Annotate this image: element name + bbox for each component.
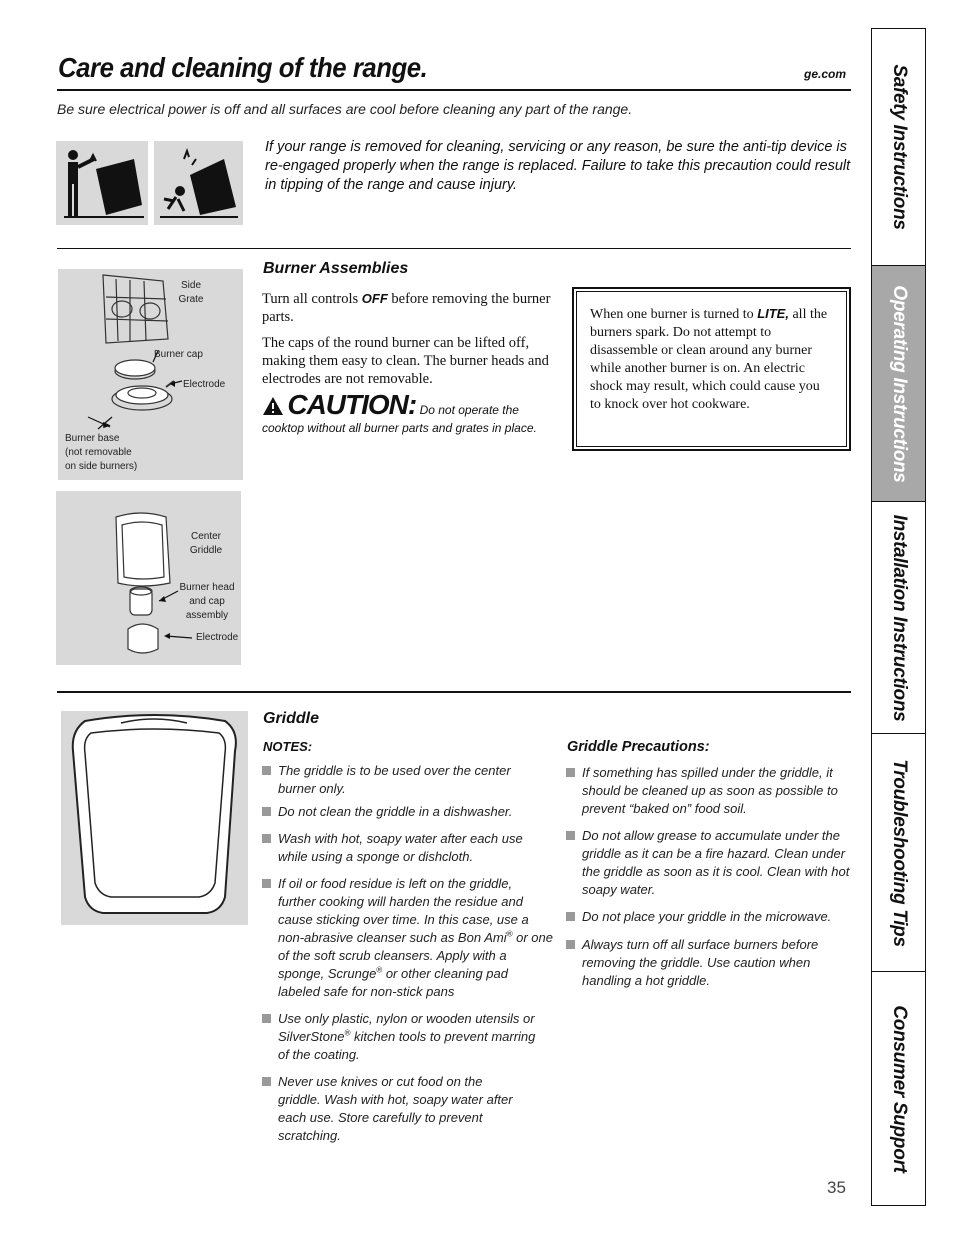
precaution-item: If something has spilled under the griddle, it should be cleaned up as soon as possible to prevent “baked on” food soil. — [582, 764, 844, 818]
side-grate-label: Side Grate — [178, 280, 204, 305]
precaution-item: Always turn off all surface burners before removing the griddle. Use caution when handling a hot griddle. — [582, 936, 848, 990]
precaution-item: Do not allow grease to accumulate under the griddle as it can be a fire hazard. Clean under the griddle as soon as it is cool. Clean with hot soapy water. — [582, 827, 850, 899]
bullet-square-icon — [566, 831, 575, 840]
warning-triangle-icon — [262, 396, 284, 416]
header-rule — [57, 89, 851, 91]
note-item: Use only plastic, nylon or wooden utensils or SilverStone® kitchen tools to prevent marring of the coating. — [278, 1010, 548, 1064]
spark-warning-box: When one burner is turned to LITE, all the burners spark. Do not attempt to disassemble or clean around any burner while another burner is on. An electric shock may result, which could cause you to knock over hot cookware. — [572, 287, 851, 451]
burner-cap-label: Burner cap — [154, 349, 203, 360]
burner-head-label: Burner head and cap assembly — [179, 582, 235, 621]
note-item: Wash with hot, soapy water after each use while using a sponge or dishcloth. — [278, 830, 550, 866]
tab-troubleshooting-tips[interactable]: Troubleshooting Tips — [872, 734, 925, 972]
electrode-label-2: Electrode — [196, 632, 239, 643]
page-title: Care and cleaning of the range. — [58, 52, 428, 83]
anti-tip-figure-2 — [154, 141, 243, 225]
center-griddle-label: Center Griddle — [189, 531, 223, 556]
griddle-figure — [61, 711, 248, 925]
tab-safety-instructions[interactable]: Safety Instructions — [872, 29, 925, 266]
tab-consumer-support[interactable]: Consumer Support — [888, 1004, 910, 1173]
caution-block — [262, 389, 562, 437]
note-item: The griddle is to be used over the center burner only. — [278, 762, 518, 798]
electrode-label: Electrode — [183, 379, 226, 390]
section-tabs — [871, 28, 926, 1206]
anti-tip-text: If your range is removed for cleaning, servicing or any reason, be sure the anti-tip device is re-engaged properly when the range is replaced. Failure to take this precaution could result in tipping of the range and cause injury. — [265, 139, 851, 193]
site-link[interactable]: ge.com — [804, 67, 847, 81]
burner-para-1: Turn all controls OFF before removing the burner parts. — [262, 291, 551, 325]
burner-para-2: The caps of the round burner can be lifted off, making them easy to clean. The burner heads and electrodes are not removable. — [262, 335, 549, 387]
falling-child-icon — [154, 141, 243, 225]
note-item: If oil or food residue is left on the griddle, further cooking will harden the residue and cause sticking over time. In this case, use a non-abrasive cleanser such as Bon Ami® or one of the soft scrub cleansers. Apply with a sponge, Scrunge® or other cleaning pad labeled safe for non-stick pans — [278, 875, 553, 1001]
bullet-square-icon — [262, 1014, 271, 1023]
bullet-square-icon — [566, 768, 575, 777]
bullet-square-icon — [262, 1077, 271, 1086]
bullet-square-icon — [566, 940, 575, 949]
page-number: 35 — [827, 1178, 846, 1197]
note-item: Do not clean the griddle in a dishwasher. — [278, 803, 548, 821]
griddle-heading: Griddle — [263, 710, 320, 727]
precaution-item: Do not place your griddle in the microwave. — [582, 908, 850, 926]
tab-operating-instructions[interactable]: Operating Instructions — [872, 266, 925, 502]
bullet-square-icon — [566, 912, 575, 921]
section-rule-2 — [57, 691, 851, 693]
bullet-square-icon — [262, 834, 271, 843]
caution-text: Do not operate the cooktop without all burner parts and grates in place. — [262, 403, 537, 435]
bullet-square-icon — [262, 879, 271, 888]
section-rule-1 — [57, 248, 851, 249]
burner-heading: Burner Assemblies — [263, 260, 409, 277]
notes-heading: NOTES: — [263, 739, 313, 754]
anti-tip-figure-1 — [56, 141, 148, 225]
burner-figure — [58, 269, 243, 480]
tipping-range-icon — [56, 141, 148, 225]
precautions-heading: Griddle Precautions: — [567, 739, 710, 755]
burner-base-label: Burner base (not removable on side burners) — [65, 433, 138, 472]
bullet-square-icon — [262, 807, 271, 816]
caution-word: CAUTION: — [287, 389, 417, 420]
tab-installation-instructions[interactable]: Installation Instructions — [872, 502, 925, 734]
bullet-square-icon — [262, 766, 271, 775]
center-griddle-figure — [56, 491, 241, 665]
note-item: Never use knives or cut food on the griddle. Wash with hot, soapy water after each use. Store carefully to prevent scratching. — [278, 1073, 528, 1145]
intro-text: Be sure electrical power is off and all surfaces are cool before cleaning any part of the range. — [57, 101, 633, 117]
griddle-illustration — [61, 711, 248, 925]
